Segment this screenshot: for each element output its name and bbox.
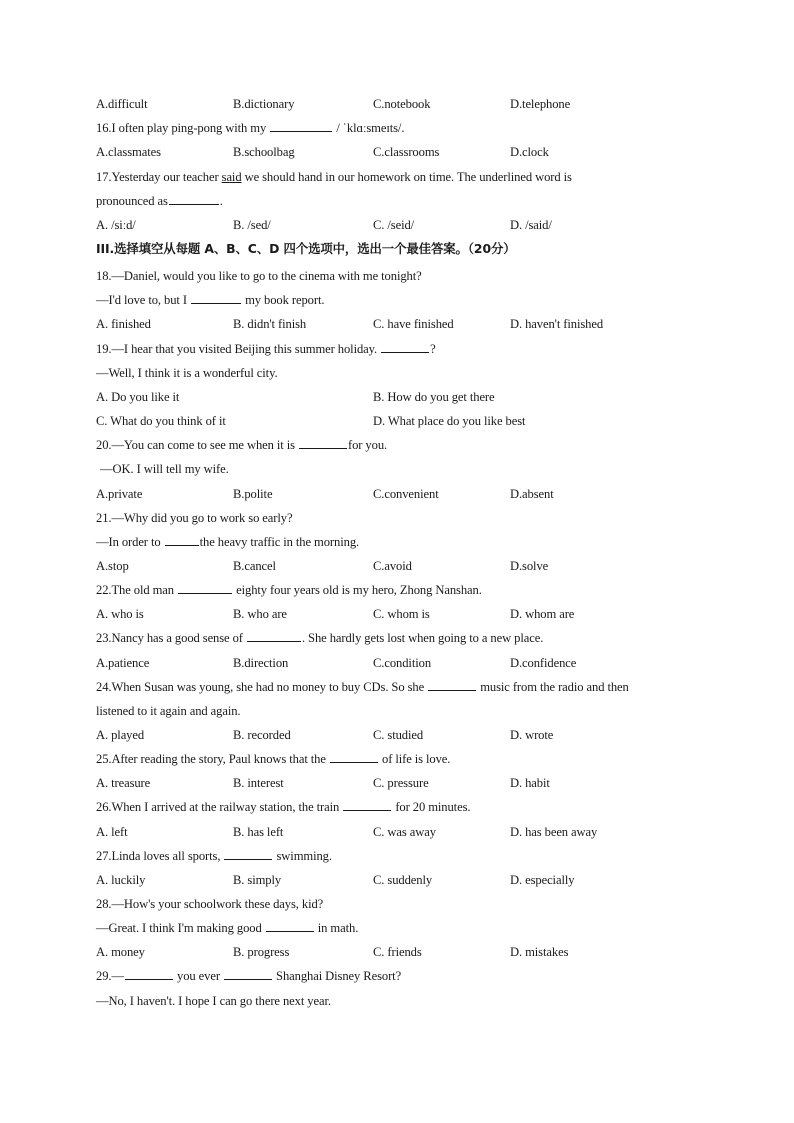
question-19 [96,341,436,357]
option-a: A.stop [96,559,129,573]
answer-blank [299,437,347,449]
option-b: B. has left [233,825,284,839]
question-text: 25.After reading the story, Paul knows that the [96,752,326,766]
question-text: —In order to [96,535,161,549]
option-a: A. money [96,945,145,959]
option-c: C.notebook [373,97,431,111]
question-text: 24.When Susan was young, she had no money to buy CDs. So she [96,680,425,694]
option-a: A.private [96,487,143,501]
question-18-line2 [96,292,324,308]
option-a: A.patience [96,656,150,670]
question-29-line2: —No, I haven't. I hope I can go there next year. [96,994,331,1008]
option-b: B. interest [233,776,284,790]
option-c: C. whom is [373,607,430,621]
answer-blank [125,968,173,980]
answer-blank [224,968,272,980]
question-25 [96,751,450,767]
option-c: C.avoid [373,559,412,573]
option-d: D. wrote [510,728,554,742]
option-d: D.absent [510,487,554,501]
question-text: 26.When I arrived at the railway station, the train [96,800,340,814]
question-20-line2: —OK. I will tell my wife. [100,462,229,476]
answer-blank [247,630,301,642]
option-b: B. recorded [233,728,291,742]
option-b: B. How do you get there [373,390,495,404]
answer-blank [266,920,314,932]
question-text: music from the radio and then [480,680,629,694]
option-d: D.clock [510,145,549,159]
option-c: C. was away [373,825,436,839]
option-d: D.telephone [510,97,571,111]
option-d: D. /said/ [510,218,552,232]
option-d: D. has been away [510,825,598,839]
option-d: D. habit [510,776,550,790]
option-a: A. who is [96,607,144,621]
answer-blank [343,799,391,811]
question-text: 27.Linda loves all sports, [96,849,221,863]
question-24 [96,679,629,695]
question-text: pronounced as [96,194,168,208]
question-27 [96,848,332,864]
question-text: . She hardly gets lost when going to a new place. [301,631,544,645]
question-text: eighty four years old is my hero, Zhong Nanshan. [236,583,482,597]
option-d: D. What place do you like best [373,414,526,428]
option-c: C. have finished [373,317,454,331]
option-c: C. pressure [373,776,429,790]
question-17 [96,169,572,185]
option-c: C.condition [373,656,432,670]
option-c: C.classrooms [373,145,440,159]
option-d: D. whom are [510,607,575,621]
option-b: B. who are [233,607,287,621]
question-text: 16.I often play ping-pong with my [96,121,267,135]
question-text: the heavy traffic in the morning. [199,535,360,549]
option-a: A. left [96,825,128,839]
option-a: A. Do you like it [96,390,180,404]
option-c: C.convenient [373,487,439,501]
answer-blank [191,292,241,304]
answer-blank [381,341,429,353]
option-c: C. suddenly [373,873,433,887]
question-23 [96,630,543,646]
question-mark: ? [430,342,436,356]
question-21-line2 [96,534,359,550]
question-text: swimming. [276,849,332,863]
answer-blank [165,534,199,546]
question-text: 20.—You can come to see me when it is [96,438,295,452]
question-28: 28.—How's your schoolwork these days, kid? [96,897,324,911]
option-b: B. progress [233,945,290,959]
option-a: A.classmates [96,145,161,159]
question-19-line2: —Well, I think it is a wonderful city. [96,366,278,380]
question-text: of life is love. [382,752,451,766]
answer-blank [178,582,232,594]
option-a: A. /siːd/ [96,218,136,232]
option-d: D.confidence [510,656,577,670]
option-c: C. studied [373,728,424,742]
question-22 [96,582,482,598]
question-28-line2 [96,920,358,936]
option-a: A. luckily [96,873,146,887]
option-b: B.cancel [233,559,276,573]
option-b: B. simply [233,873,282,887]
option-b: B. didn't finish [233,317,307,331]
option-d: D. haven't finished [510,317,604,331]
question-text: in math. [317,921,359,935]
section-heading: III.选择填空从每题 A、B、C、D 四个选项中，选出一个最佳答案。（20分） [96,241,516,256]
question-text: —I'd love to, but I [96,293,187,307]
question-text: 23.Nancy has a good sense of [96,631,243,645]
underlined-word: said [221,170,242,184]
question-24-line2: listened to it again and again. [96,704,241,718]
question-text: 22.The old man [96,583,174,597]
question-text: for 20 minutes. [395,800,471,814]
question-20 [96,437,387,453]
option-b: B.schoolbag [233,145,295,159]
option-c: C. /seid/ [373,218,415,232]
option-a: A. played [96,728,145,742]
question-text: you ever [177,969,220,983]
option-a: A.difficult [96,97,148,111]
question-text: 17.Yesterday our teacher [96,170,219,184]
question-21: 21.—Why did you go to work so early? [96,511,293,525]
question-text: 19.—I hear that you visited Beijing this summer holiday. [96,342,378,356]
option-b: B.direction [233,656,289,670]
option-b: B.dictionary [233,97,295,111]
question-text: / ˈklɑːsmeɪts/. [336,121,405,135]
option-c: C. friends [373,945,422,959]
option-d: D. mistakes [510,945,569,959]
question-text: my book report. [245,293,325,307]
period: . [219,194,223,208]
question-text: Shanghai Disney Resort? [276,969,402,983]
answer-blank [224,848,272,860]
answer-blank [428,679,476,691]
option-c: C. What do you think of it [96,414,226,428]
answer-blank [270,120,332,132]
option-d: D. especially [510,873,575,887]
question-29 [96,968,401,984]
option-b: B.polite [233,487,273,501]
answer-blank [169,193,219,205]
option-b: B. /sed/ [233,218,271,232]
option-d: D.solve [510,559,549,573]
option-a: A. finished [96,317,151,331]
answer-blank [330,751,378,763]
question-17-line2 [96,193,223,209]
question-26 [96,799,470,815]
question-16 [96,120,404,136]
option-a: A. treasure [96,776,151,790]
question-text: 29.— [96,969,124,983]
question-18: 18.—Daniel, would you like to go to the cinema with me tonight? [96,269,422,283]
question-text: —Great. I think I'm making good [96,921,262,935]
question-text: for you. [348,438,388,452]
question-text: we should hand in our homework on time. The underlined word is [244,170,572,184]
